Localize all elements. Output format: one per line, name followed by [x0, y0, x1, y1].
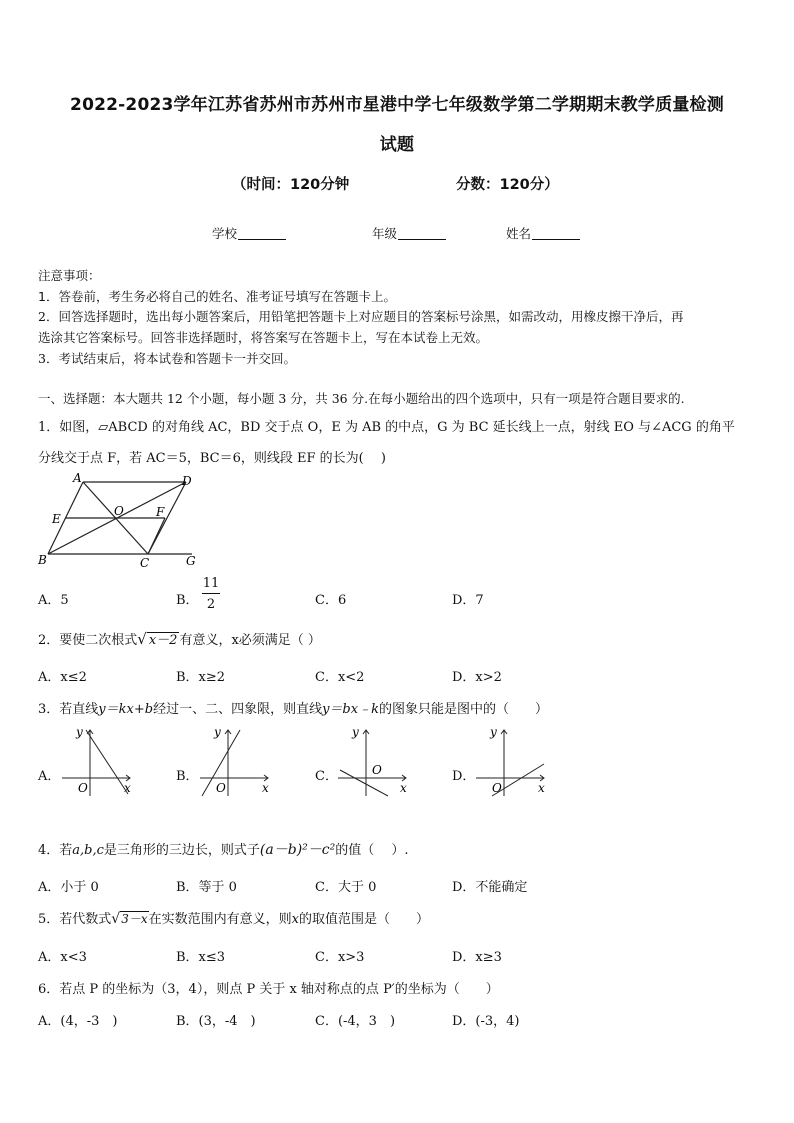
q5-option-d[interactable]: D．x≥3 — [452, 950, 502, 965]
q4-mid: 是三角形的三边长，则式子 — [103, 843, 260, 858]
fig-label-d: D — [182, 474, 192, 488]
note-item: 选涂其它答案标号。回答非选择题时，将答案写在答题卡上，写在本试卷上无效。 — [38, 330, 489, 345]
name-field — [506, 224, 580, 242]
q5-var: x — [291, 912, 299, 927]
axis-y-label: y — [76, 726, 83, 739]
school-label: 学校 — [212, 226, 238, 241]
q2-suffix: 有意义，x必须满足（ ） — [179, 633, 321, 648]
name-blank — [532, 227, 580, 240]
q3-prefix: 3．若直线 — [38, 702, 99, 717]
fig-label-o: O — [114, 504, 124, 518]
q3-equation-2: y＝bx﹣k — [322, 702, 379, 717]
fraction-bar — [202, 593, 220, 594]
note-item: 2．回答选择题时，选出每小题答案后，用铅笔把答题卡上对应题目的答案标号涂黑，如需改动，用橡皮擦干净后，再 — [38, 309, 684, 324]
q3-option-d-label[interactable]: D． — [452, 769, 476, 784]
q4-suffix: 的值（ ）. — [335, 843, 409, 858]
q6-option-b[interactable]: B．(3，-4 ) — [176, 1014, 256, 1029]
axis-x-label: x — [538, 781, 545, 795]
sqrt-sign: √ — [111, 911, 121, 927]
note-item: 1．答卷前，考生务必将自己的姓名、准考证号填写在答题卡上。 — [38, 289, 396, 304]
question-4 — [38, 839, 409, 859]
page-title-line2: 试题 — [379, 135, 415, 155]
question-2 — [38, 629, 321, 648]
q5-option-b[interactable]: B．x≤3 — [176, 950, 226, 965]
q2-radicand: x－2 — [148, 633, 178, 648]
question-6: 6．若点 P 的坐标为（3，4），则点 P 关于 x 轴对称点的点 P′的坐标为（ ） — [38, 982, 499, 997]
axis-x-label: x — [262, 781, 269, 795]
axis-x-label: x — [124, 781, 131, 795]
q4-prefix: 4．若 — [38, 843, 73, 858]
q3-suffix: 的图象只能是图中的（ ） — [378, 702, 548, 717]
q6-option-a[interactable]: A．(4，-3 ) — [38, 1014, 118, 1029]
q5-prefix: 5．若代数式 — [38, 912, 112, 927]
q5-option-a[interactable]: A．x<3 — [38, 950, 87, 965]
q3-option-b-graph[interactable] — [198, 726, 273, 798]
q5-mid: 在实数范围内有意义，则 — [148, 912, 292, 927]
fig-label-f: F — [156, 505, 165, 519]
q2-option-a[interactable]: A．x≤2 — [38, 670, 87, 685]
fig-label-e: E — [52, 512, 61, 526]
axis-y-label: y — [490, 726, 497, 739]
q3-mid: 经过一、二、四象限，则直线 — [153, 702, 323, 717]
question-1-line2: 分线交于点 F，若 AC＝5，BC＝6，则线段 EF 的长为( ) — [38, 451, 386, 466]
q4-option-b[interactable]: B．等于 0 — [176, 880, 237, 895]
q1-option-b-numerator: 11 — [202, 576, 220, 591]
name-label: 姓名 — [506, 226, 532, 241]
fig-label-g: G — [186, 554, 196, 568]
q4-expression: (a－b)²－c² — [259, 842, 336, 858]
time-label: （时间：120分钟 — [232, 177, 350, 193]
note-item: 3．考试结束后，将本试卷和答题卡一并交回。 — [38, 351, 296, 366]
fig-label-c: C — [140, 556, 150, 570]
q3-option-c-label[interactable]: C． — [315, 769, 338, 784]
axis-x-label: x — [400, 781, 407, 795]
q3-equation-1: y＝kx+b — [98, 702, 154, 717]
grade-label: 年级 — [372, 226, 398, 241]
question-1-line1: 1．如图，▱ABCD 的对角线 AC，BD 交于点 O，E 为 AB 的中点，G 为 BC 延长线上一点，射线 EO 与∠ACG 的角平 — [38, 420, 735, 435]
origin-label: O — [216, 781, 226, 795]
grade-field — [372, 224, 446, 242]
origin-label: O — [492, 781, 502, 795]
q5-radicand: 3－x — [121, 912, 148, 926]
q4-option-d[interactable]: D．不能确定 — [452, 880, 528, 895]
q3-option-a-label[interactable]: A． — [38, 769, 61, 784]
q1-option-d[interactable]: D．7 — [452, 593, 484, 608]
q1-parallelogram-figure — [36, 470, 206, 570]
page-title: 2022-2023学年江苏省苏州市苏州市星港中学七年级数学第二学期期末教学质量检测 — [70, 95, 724, 115]
q1-option-b-prefix: B． — [176, 593, 199, 608]
q1-option-a[interactable]: A．5 — [38, 593, 69, 608]
q2-option-d[interactable]: D．x>2 — [452, 670, 502, 685]
axis-y-label: y — [352, 726, 359, 739]
question-3 — [38, 698, 548, 717]
grade-blank — [398, 227, 446, 240]
origin-label: O — [372, 763, 382, 777]
q4-option-a[interactable]: A．小于 0 — [38, 880, 99, 895]
axis-y-label: y — [214, 726, 221, 739]
q3-option-b-label[interactable]: B． — [176, 769, 199, 784]
q6-option-c[interactable]: C．(-4，3 ) — [315, 1014, 396, 1029]
q3-option-d-graph[interactable] — [474, 726, 549, 798]
school-field — [212, 224, 286, 242]
q1-option-b-denominator: 2 — [206, 597, 216, 612]
q2-option-c[interactable]: C．x<2 — [315, 670, 365, 685]
q1-option-c[interactable]: C．6 — [315, 593, 347, 608]
q3-option-c-graph[interactable] — [336, 726, 411, 798]
q6-option-d[interactable]: D．(-3，4) — [452, 1014, 520, 1029]
fig-label-b: B — [38, 553, 47, 567]
q5-option-c[interactable]: C．x>3 — [315, 950, 365, 965]
q4-option-c[interactable]: C．大于 0 — [315, 880, 377, 895]
question-5 — [38, 908, 429, 927]
q2-option-b[interactable]: B．x≥2 — [176, 670, 226, 685]
q4-vars: a,b,c — [72, 843, 104, 858]
section-heading: 一、选择题：本大题共 12 个小题，每小题 3 分，共 36 分.在每小题给出的四个选项中，只有一项是符合题目要求的. — [38, 391, 685, 406]
q5-suffix: 的取值范围是（ ） — [298, 912, 429, 927]
q3-option-a-graph[interactable] — [60, 726, 135, 798]
school-blank — [238, 227, 286, 240]
notes-heading: 注意事项： — [38, 268, 101, 283]
origin-label: O — [78, 781, 88, 795]
score-label: 分数：120分） — [456, 177, 559, 193]
sqrt-sign: √ — [137, 630, 147, 648]
fig-label-a: A — [73, 471, 82, 485]
q2-prefix: 2．要使二次根式 — [38, 633, 138, 648]
